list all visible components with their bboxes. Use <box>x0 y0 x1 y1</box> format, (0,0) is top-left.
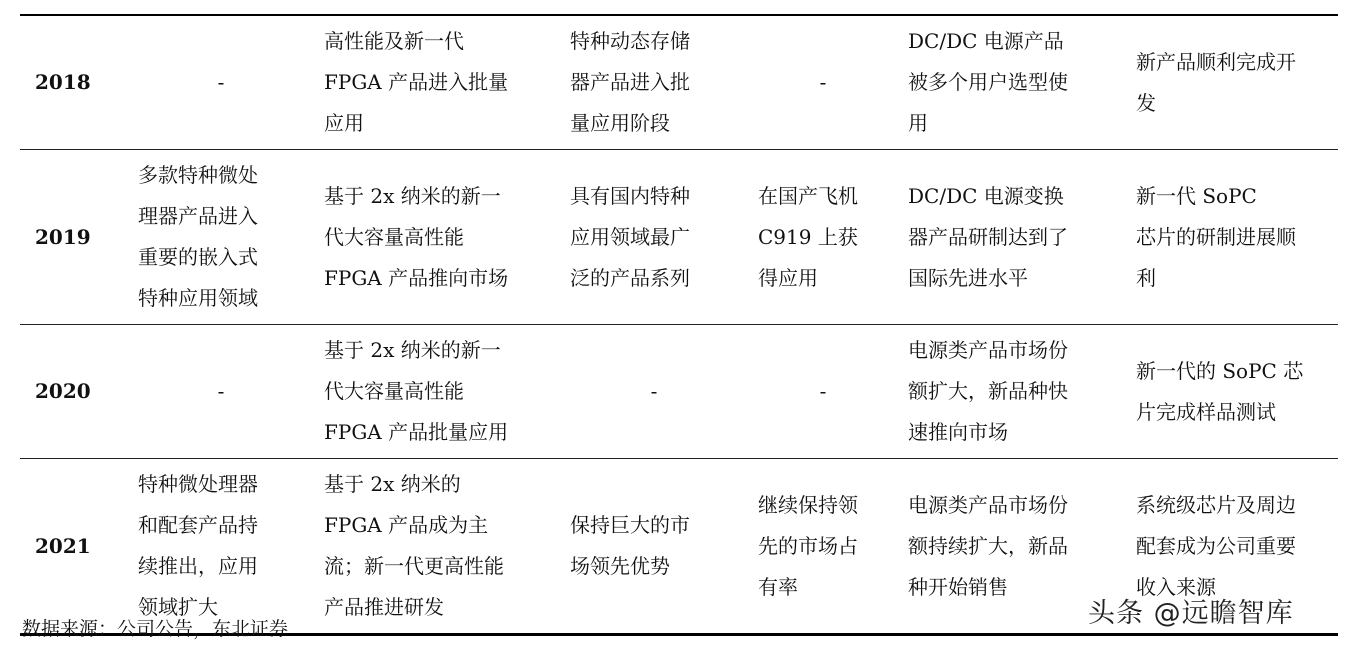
table-row <box>20 150 1338 325</box>
table-cell: - <box>746 325 896 459</box>
data-table <box>20 14 1338 636</box>
table-row <box>20 325 1338 459</box>
year-cell: 2021 <box>20 459 126 634</box>
table-row <box>20 16 1338 150</box>
table-cell: 继续保持领 先的市场占 有率 <box>746 459 896 634</box>
table-cell: 系统级芯片及周边 配套成为公司重要 收入来源 <box>1124 459 1338 634</box>
table-cell: 新产品顺利完成开 发 <box>1136 49 1296 115</box>
table-cell: - <box>819 70 827 94</box>
table-cell: 高性能及新一代 FPGA 产品进入批量 应用 <box>324 29 509 135</box>
table-cell: 具有国内特种 应用领域最广 泛的产品系列 <box>558 150 746 325</box>
table-cell: 多款特种微处 理器产品进入 重要的嵌入式 特种应用领域 <box>126 150 312 325</box>
table-cell: - <box>126 325 312 459</box>
table-cell: 基于 2x 纳米的新一 代大容量高性能 FPGA 产品推向市场 <box>312 150 558 325</box>
table-cell: 保持巨大的市 场领先优势 <box>558 459 746 634</box>
year-cell: 2019 <box>20 150 126 325</box>
table-cell: 新一代 SoPC 芯片的研制进展顺 利 <box>1124 150 1338 325</box>
table-cell: 特种动态存储 器产品进入批 量应用阶段 <box>570 29 690 135</box>
table-cell: 在国产飞机 C919 上获 得应用 <box>746 150 896 325</box>
table-cell: 新一代的 SoPC 芯 片完成样品测试 <box>1124 325 1338 459</box>
table-cell: 基于 2x 纳米的新一 代大容量高性能 FPGA 产品批量应用 <box>312 325 558 459</box>
year-cell: 2020 <box>20 325 126 459</box>
table-cell: - <box>558 325 746 459</box>
table-cell: 电源类产品市场份 额扩大，新品种快 速推向市场 <box>896 325 1124 459</box>
source-note: 数据来源：公司公告，东北证券 <box>22 618 289 640</box>
table-cell: DC/DC 电源变换 器产品研制达到了 国际先进水平 <box>896 150 1124 325</box>
year-cell: 2018 <box>35 70 91 94</box>
table-cell: 基于 2x 纳米的 FPGA 产品成为主 流；新一代更高性能 产品推进研发 <box>312 459 558 634</box>
table-cell: 特种微处理器 和配套产品持 续推出，应用 领域扩大 <box>126 459 312 634</box>
watermark: 头条 @远瞻智库 <box>1088 598 1294 629</box>
table-cell: 电源类产品市场份 额持续扩大，新品 种开始销售 <box>896 459 1124 634</box>
table-cell: DC/DC 电源产品 被多个用户选型使 用 <box>908 29 1068 135</box>
table-cell: - <box>217 70 225 94</box>
